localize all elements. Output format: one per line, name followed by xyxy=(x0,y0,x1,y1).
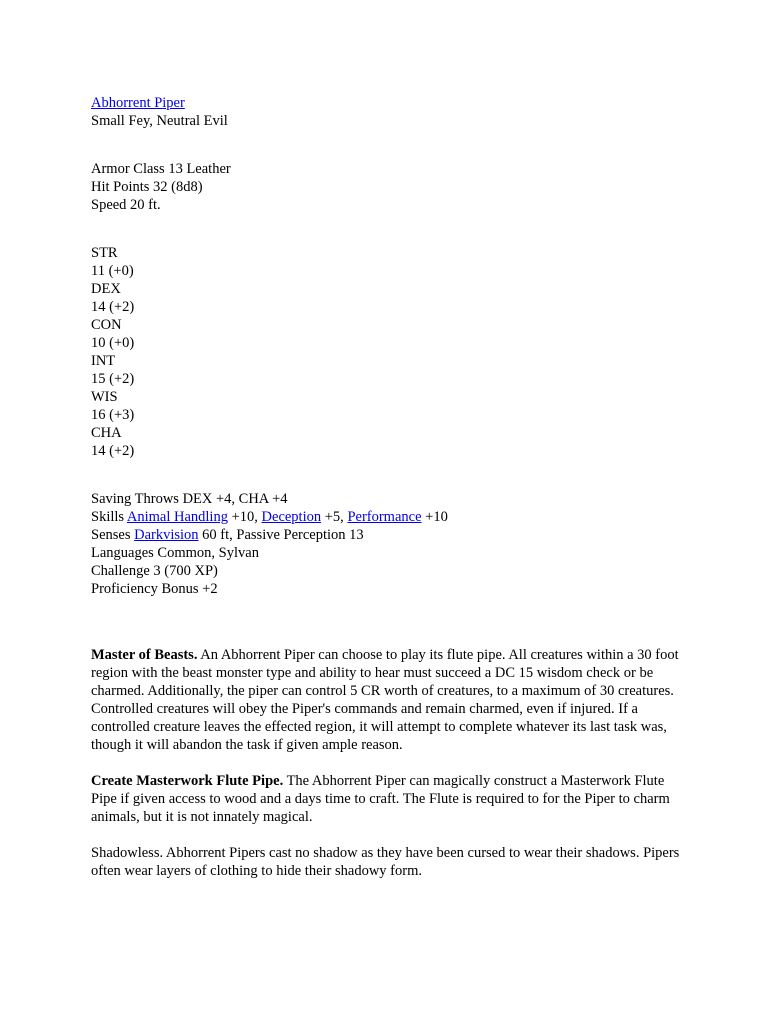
proficiency-bonus: Proficiency Bonus +2 xyxy=(91,581,218,597)
senses-rest: 60 ft, Passive Perception 13 xyxy=(198,527,364,543)
senses-prefix: Senses xyxy=(91,527,135,543)
ability-scores xyxy=(91,244,691,460)
ability-name-dex: DEX xyxy=(91,281,121,297)
challenge: Challenge 3 (700 XP) xyxy=(91,563,218,579)
ability-value-str: 11 (+0) xyxy=(91,263,134,279)
trait-shadowless: Shadowless. Abhorrent Pipers cast no shadow as they have been cursed to wear their shadows. Pipers often wear layers of clothing to hide their shadowy form. xyxy=(91,845,680,879)
darkvision-link[interactable]: Darkvision xyxy=(134,527,199,543)
ability-name-int: INT xyxy=(91,353,116,369)
skills xyxy=(91,508,691,526)
hit-points: Hit Points 32 (8d8) xyxy=(91,179,203,195)
trait-create-flute-title: Create Masterwork Flute Pipe. xyxy=(91,773,284,789)
skill-animal-handling-value: +10, xyxy=(227,509,262,525)
monster-name-link[interactable]: Abhorrent Piper xyxy=(91,95,185,111)
skill-performance-link[interactable]: Performance xyxy=(347,509,422,525)
ability-value-cha: 14 (+2) xyxy=(91,443,135,459)
saving-throws: Saving Throws DEX +4, CHA +4 xyxy=(91,491,288,507)
skill-deception-link[interactable]: Deception xyxy=(261,509,322,525)
trait-create-flute-text: The Abhorrent Piper can magically construct a Masterwork Flute Pipe if given access to wood and a days time to craft. The Flute is required to for the Piper to charm animals, but it is not innately magical. xyxy=(91,773,670,825)
trait-master-of-beasts xyxy=(91,646,691,754)
stat-block xyxy=(91,94,691,898)
trait-master-of-beasts-title: Master of Beasts. xyxy=(91,647,198,663)
ability-value-wis: 16 (+3) xyxy=(91,407,135,423)
skills-prefix: Skills xyxy=(91,509,127,525)
speed: Speed 20 ft. xyxy=(91,197,161,213)
armor-class: Armor Class 13 Leather xyxy=(91,161,231,177)
ability-name-con: CON xyxy=(91,317,122,333)
ability-value-dex: 14 (+2) xyxy=(91,299,135,315)
trait-master-of-beasts-text: An Abhorrent Piper can choose to play its flute pipe. All creatures within a 30 foot region with the beast monster type and ability to hear must succeed a DC 15 wisdom check or be charmed. Additionally, the piper can control 5 CR worth of creatures, to a maximum of 30 creatures. Controlled creatures will obey the Piper's commands and remain charmed, even if injured. If a controlled creature leaves the effected region, it will attempt to complete whatever its last task was, though it will abandon the task if given ample reason. xyxy=(91,647,679,753)
ability-name-cha: CHA xyxy=(91,425,122,441)
monster-type: Small Fey, Neutral Evil xyxy=(91,113,228,129)
ability-value-int: 15 (+2) xyxy=(91,371,135,387)
monster-header xyxy=(91,94,691,112)
ability-name-str: STR xyxy=(91,245,118,261)
skill-deception-value: +5, xyxy=(321,509,348,525)
skill-performance-value: +10 xyxy=(421,509,448,525)
senses xyxy=(91,526,691,544)
ability-name-wis: WIS xyxy=(91,389,118,405)
ability-value-con: 10 (+0) xyxy=(91,335,135,351)
skill-animal-handling-link[interactable]: Animal Handling xyxy=(126,509,228,525)
trait-create-flute xyxy=(91,772,691,826)
languages: Languages Common, Sylvan xyxy=(91,545,259,561)
